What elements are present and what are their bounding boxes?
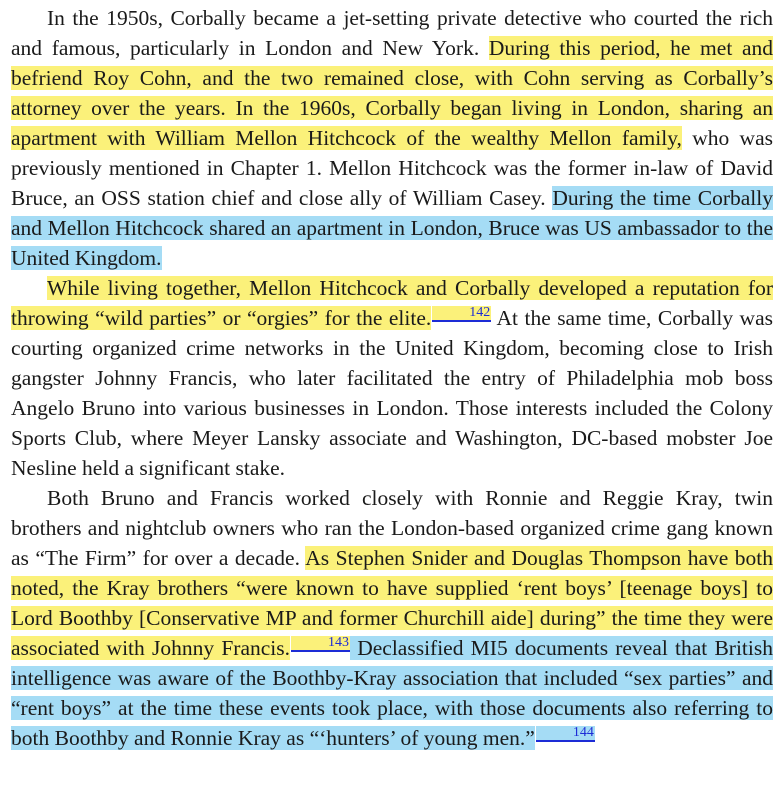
text-segment: At the same time, Corbally was courting organized crime networks in the United Kingdom, becoming close to Irish gangster Johnny Francis, who later facilitated the entry of Philadelphia mob boss Angelo Bruno into various businesses in London. Those interests included the Colony Sports Club, where Meyer Lansky associate and Washington, DC-based mobster Joe Nesline held a significant stake.: [11, 306, 773, 480]
paragraph-1: [11, 3, 773, 273]
text-segment: In the 1950s, Corbally became a jet-setting private detective who courted the rich and famous, particularly in London and New York.: [11, 6, 773, 60]
blue-highlight: Declassified MI5 documents reveal that British intelligence was aware of the Boothby-Kray association that included “sex parties” and “rent boys” at the time these events took place, with those documents also referring to both Boothby and Ronnie Kray as “‘hunters’ of young men.”: [11, 636, 773, 750]
yellow-highlight: As Stephen Snider and Douglas Thompson have both noted, the Kray brothers “were known to have supplied ‘rent boys’ [teenage boys] to Lord Boothby [Conservative MP and former Churchill aide] during” the time they were associated with Johnny Francis.: [11, 546, 773, 660]
blue-highlight: During the time Corbally and Mellon Hitchcock shared an apartment in London, Bruce was US ambassador to the United Kingdom.: [11, 186, 773, 270]
yellow-highlight: While living together, Mellon Hitchcock and Corbally developed a reputation for throwing “wild parties” or “orgies” for the elite.: [11, 276, 773, 330]
paragraph-2: [11, 273, 773, 483]
text-segment: who was previously mentioned in Chapter 1. Mellon Hitchcock was the former in-law of David Bruce, an OSS station chief and close ally of William Casey.: [11, 126, 773, 210]
paragraph-3: [11, 483, 773, 753]
footnote-link-143[interactable]: 143: [291, 636, 350, 652]
text-segment: Both Bruno and Francis worked closely with Ronnie and Reggie Kray, twin brothers and nightclub owners who ran the London-based organized crime gang known as “The Firm” for over a decade.: [11, 486, 773, 570]
footnote-link-144[interactable]: 144: [536, 726, 595, 742]
yellow-highlight: During this period, he met and befriend Roy Cohn, and the two remained close, with Cohn serving as Corbally’s attorney over the years. In the 1960s, Corbally began living in London, sharing an apartment with William Mellon Hitchcock of the wealthy Mellon family,: [11, 36, 773, 150]
footnote-link-142[interactable]: 142: [432, 306, 491, 322]
